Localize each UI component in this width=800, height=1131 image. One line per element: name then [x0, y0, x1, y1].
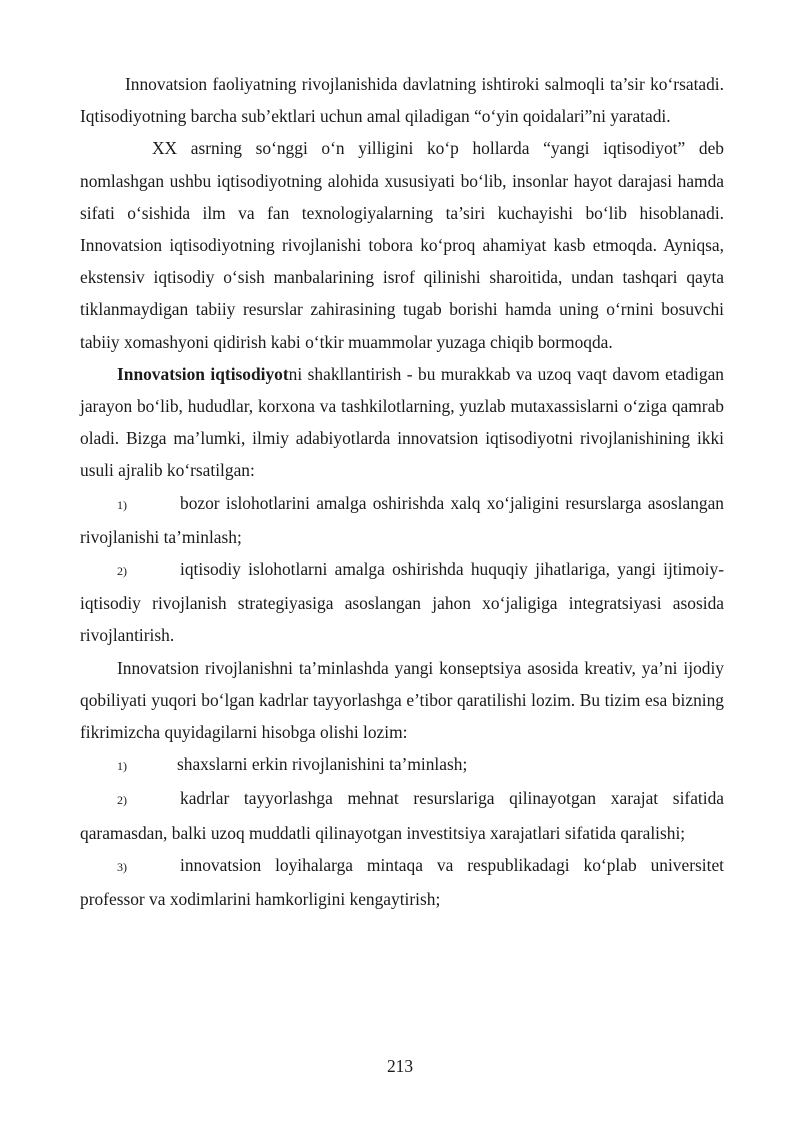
page-number: 213: [386, 1056, 414, 1076]
paragraph-4: Innovatsion rivojlanishni ta’minlashda yangi konseptsiya asosida kreativ, ya’ni ijodiy qobiliyati yuqori bo‘lgan kadrlar tayyorlashga e’tibor qaratilishi lozim. Bu tizim esa bizning fikrimizcha quyidagilarni hisobga olishi lozim:: [80, 657, 724, 743]
list-text: shaxslarni erkin rivojlanishini ta’minlash;: [177, 754, 468, 775]
list1-item-1: [80, 487, 724, 553]
list-number: 2): [117, 564, 127, 579]
list-text: kadrlar tayyorlashga mehnat resurslariga qilinayotgan xarajat sifatida qaramasdan, balki uzoq muddatli qilinayotgan investitsiya xarajatlari sifatida qaralishi;: [80, 788, 724, 843]
bold-term: Innovatsion iqtisodiyot: [117, 363, 289, 384]
list-number: 1): [117, 759, 127, 774]
paragraph-3-text: ni shakllantirish - bu murakkab va uzoq vaqt davom etadigan jarayon bo‘lib, hududlar, korxona va tashkilotlarning, yuzlab mutaxassislarni o‘ziga qamrab oladi. Bizga ma’lumki, ilmiy adabiyotlarda innovatsion iqtisodiyotni rivojlanishining ikki usuli ajralib ko‘rsatilgan:: [80, 363, 724, 481]
document-page: [80, 68, 724, 915]
paragraph-1: Innovatsion faoliyatning rivojlanishida davlatning ishtiroki salmoqli ta’sir ko‘rsatadi. Iqtisodiyotning barcha sub’ektlari uchun amal qiladigan “o‘yin qoidalari”ni yaratadi.: [80, 74, 724, 127]
paragraph-3: [80, 358, 724, 487]
list-text: innovatsion loyihalarga mintaqa va respublikadagi ko‘plab universitet professor va xodimlarini hamkorligini kengaytirish;: [80, 854, 724, 910]
list-number: 1): [117, 497, 127, 512]
list-number: 3): [117, 859, 127, 874]
list2-item-2: [80, 782, 724, 848]
list1-item-2: [80, 553, 724, 652]
list2-item-1: [80, 748, 724, 782]
list2-item-3: [80, 849, 724, 915]
paragraph-2: XX asrning so‘nggi o‘n yilligini ko‘p hollarda “yangi iqtisodiyot” deb nomlashgan ushbu iqtisodiyotning alohida xususiyati bo‘lib, insonlar hayot darajasi hamda sifati o‘sishida ilm va fan texnologiyalarning ta’siri kuchayishi bo‘lib hisoblanadi. Innovatsion iqtisodiyotning rivojlanishi tobora ko‘proq ahamiyat kasb etmoqda. Ayniqsa, ekstensiv iqtisodiy o‘sish manbalarining isrof qilinishi sharoitida, undan tashqari qayta tiklanmaydigan tabiiy resurslar zahirasining tugab borishi hamda uning o‘rnini bosuvchi tabiiy xomashyoni qidirish kabi o‘tkir muammolar yuzaga chiqib bormoqda.: [80, 138, 724, 352]
list-text: bozor islohotlarini amalga oshirishda xalq xo‘jaligini resurslarga asoslangan rivojlanishi ta’minlash;: [80, 492, 724, 547]
list-number: 2): [117, 793, 127, 808]
list-text: iqtisodiy islohotlarni amalga oshirishda huquqiy jihatlariga, yangi ijtimoiy- iqtisodiy rivojlanish strategiyasiga asoslangan jahon xo‘jaligiga integratsiyasi asosida rivojlantirish.: [80, 559, 724, 646]
